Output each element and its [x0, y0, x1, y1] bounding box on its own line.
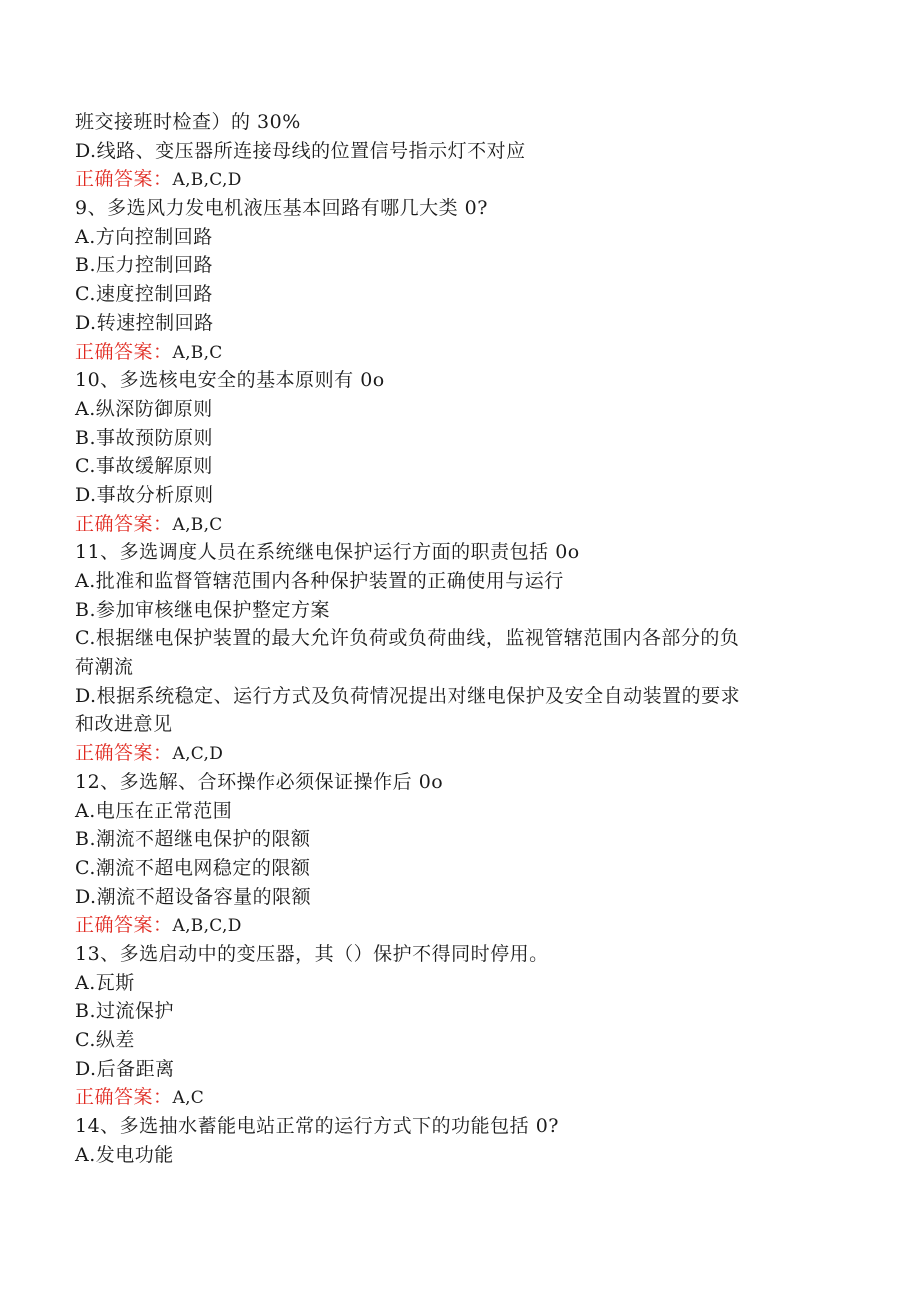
answer-value: A,B,C,D — [172, 170, 242, 191]
option-a: A.纵深防御原则 — [75, 397, 213, 420]
correct-answer — [75, 739, 845, 768]
option-d: D.事故分析原则 — [75, 483, 214, 506]
option-c: C.事故缓解原则 — [75, 455, 213, 478]
answer-value: A,C,D — [172, 744, 224, 765]
option-c: C.纵差 — [75, 1029, 135, 1051]
option-b: B.事故预防原则 — [75, 426, 214, 449]
option-b: B.潮流不超继电保护的限额 — [75, 828, 311, 851]
answer-label: 正确答案： — [75, 340, 173, 363]
correct-answer — [75, 510, 845, 539]
question-stem: 10、多选核电安全的基本原则有 0o — [75, 369, 385, 392]
question-stem: 12、多选解、合环操作必须保证操作后 0o — [75, 770, 444, 793]
answer-value: A,B,C — [172, 342, 223, 363]
option-a: A.瓦斯 — [75, 971, 135, 994]
option-d: D.后备距离 — [75, 1057, 175, 1080]
question-stem: 11、多选调度人员在系统继电保护运行方面的职责包括 0o — [75, 541, 580, 564]
answer-value: A,B,C,D — [172, 916, 242, 937]
option-b: B.过流保护 — [75, 1000, 175, 1023]
correct-answer — [75, 1083, 845, 1112]
document-page — [75, 108, 845, 1169]
text-line: 班交接班时检查）的 30% — [75, 111, 301, 133]
question-stem: 13、多选启动中的变压器，其（）保护不得同时停用。 — [75, 942, 549, 965]
answer-label: 正确答案： — [75, 914, 173, 937]
option-c: C.潮流不超电网稳定的限额 — [75, 856, 311, 879]
answer-value: A,C — [172, 1088, 205, 1109]
answer-label: 正确答案： — [75, 742, 173, 765]
option-c: C.速度控制回路 — [75, 283, 213, 306]
answer-label: 正确答案： — [75, 1086, 173, 1109]
correct-answer — [75, 338, 845, 367]
option-a: A.批准和监督管辖范围内各种保护装置的正确使用与运行 — [75, 570, 564, 592]
question-stem: 9、多选风力发电机液压基本回路有哪几大类 0? — [75, 197, 488, 220]
answer-label: 正确答案： — [75, 512, 173, 535]
question-stem: 14、多选抽水蓄能电站正常的运行方式下的功能包括 0? — [75, 1115, 559, 1138]
option-b: B.压力控制回路 — [75, 254, 214, 277]
answer-label: 正确答案： — [75, 168, 173, 191]
correct-answer — [75, 165, 845, 194]
option-c: C.根据继电保护装置的最大允许负荷或负荷曲线，监视管辖范围内各部分的负 — [75, 627, 740, 650]
option-a: A.电压在正常范围 — [75, 799, 233, 822]
option-d: D.潮流不超设备容量的限额 — [75, 885, 312, 908]
correct-answer — [75, 911, 845, 940]
option-c-continued: 荷潮流 — [75, 656, 134, 679]
answer-value: A,B,C — [172, 514, 223, 535]
option-a: A.发电功能 — [75, 1143, 174, 1166]
option-a: A.方向控制回路 — [75, 225, 213, 248]
option-d: D.根据系统稳定、运行方式及负荷情况提出对继电保护及安全自动装置的要求 — [75, 684, 741, 707]
option-d: D.转速控制回路 — [75, 311, 214, 334]
option-d: D.线路、变压器所连接母线的位置信号指示灯不对应 — [75, 139, 526, 162]
option-b: B.参加审核继电保护整定方案 — [75, 598, 331, 621]
option-d-continued: 和改进意见 — [75, 713, 173, 736]
